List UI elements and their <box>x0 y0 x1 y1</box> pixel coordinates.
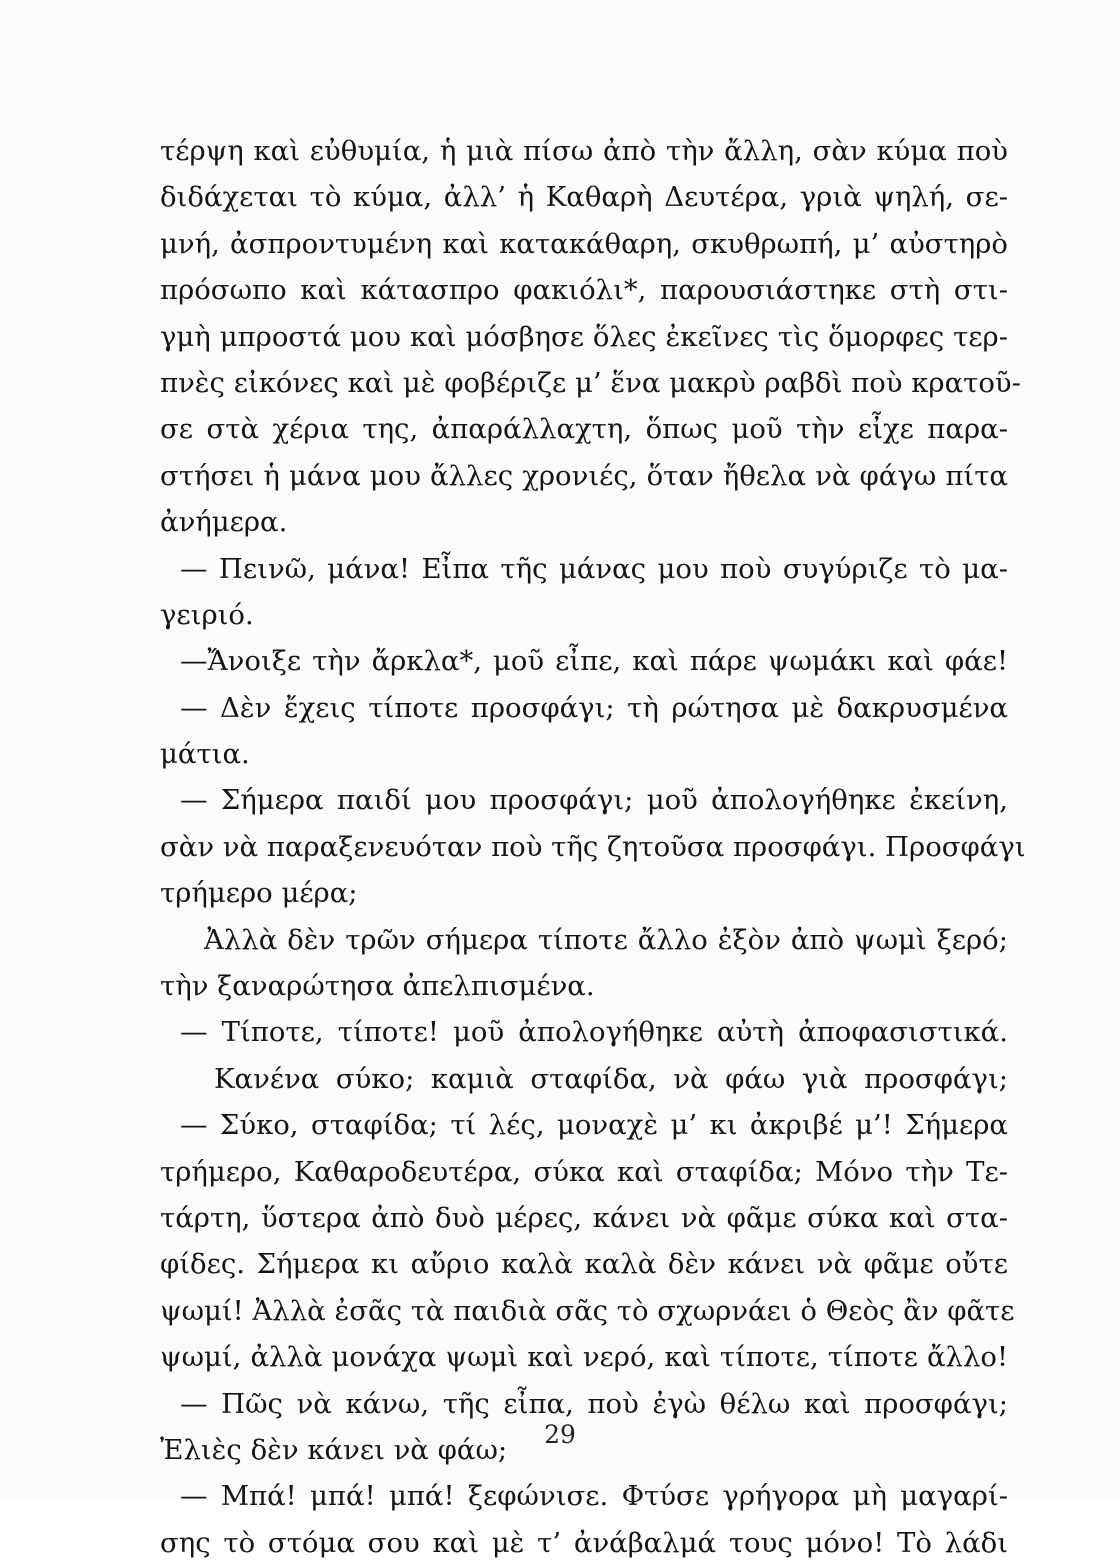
text-line: τρήμερο μέρα; <box>160 877 358 910</box>
page-number: 29 <box>544 1420 576 1449</box>
text-line: σὰν νὰ παραξενευόταν ποὺ τῆς ζητοῦσα προσφάγι. Προσφάγι <box>160 830 1026 863</box>
text-line: — Πῶς νὰ κάνω, τῆς εἶπα, ποὺ ἐγὼ θέλω καὶ προσφάγι; <box>180 1387 1008 1420</box>
text-line: — Δὲν ἔχεις τίποτε προσφάγι; τὴ ρώτησα μὲ δακρυσμένα <box>180 691 1008 724</box>
text-line: γμὴ μπροστά μου καὶ μόσβησε ὅλες ἐκεῖνες τὶς ὅμορφες τερ- <box>160 320 1008 353</box>
text-line: πρόσωπο καὶ κάτασπρο φακιόλι*, παρουσιάστηκε στὴ στι- <box>160 274 1008 307</box>
text-line: τρήμερο, Καθαροδευτέρα, σύκα καὶ σταφίδα; Μόνο τὴν Τε- <box>160 1155 1008 1188</box>
text-line: — Πεινῶ, μάνα! Εἶπα τῆς μάνας μου ποὺ συγύριζε τὸ μα- <box>180 552 1008 585</box>
text-line: μάτια. <box>160 738 250 771</box>
text-line: ἀνήμερα. <box>160 506 288 539</box>
text-line: μνή, ἀσπροντυμένη καὶ κατακάθαρη, σκυθρωπή, μ’ αὐστηρὸ <box>160 227 1008 260</box>
text-line: πνὲς εἰκόνες καὶ μὲ φοβέριζε μ’ ἕνα μακρὺ ραβδὶ ποὺ κρατοῦ- <box>160 366 1021 399</box>
text-line: σε στὰ χέρια της, ἀπαράλλαχτη, ὅπως μοῦ τὴν εἶχε παρα- <box>160 413 1008 446</box>
text-line: σης τὸ στόμα σου καὶ μὲ τ’ ἀνάβαλμά τους μόνο! Τὸ λάδι <box>160 1526 1008 1559</box>
text-line: ψωμί! Ἀλλὰ ἐσᾶς τὰ παιδιὰ σᾶς τὸ σχωρνάει ὁ Θεὸς ἂν φᾶτε <box>160 1294 1015 1327</box>
text-line: στήσει ἡ μάνα μου ἄλλες χρονιές, ὅταν ἤθελα νὰ φάγω πίτα <box>160 459 1008 492</box>
text-line: διδάχεται τὸ κύμα, ἀλλ’ ἡ Καθαρὴ Δευτέρα, γριὰ ψηλή, σε- <box>160 181 1008 214</box>
text-line: — Τίποτε, τίποτε! μοῦ ἀπολογήθηκε αὐτὴ ἀποφασιστικά. <box>180 1016 1008 1049</box>
text-line: —Ἄνοιξε τὴν ἄρκλα*, μοῦ εἶπε, καὶ πάρε ψωμάκι καὶ φάε! <box>180 645 1008 678</box>
text-line: τέρψη καὶ εὐθυμία, ἡ μιὰ πίσω ἀπὸ τὴν ἄλλη, σὰν κύμα ποὺ <box>160 135 1008 167</box>
text-line: Ἀλλὰ δὲν τρῶν σήμερα τίποτε ἄλλο ἐξὸν ἀπὸ ψωμὶ ξερό; <box>204 923 1008 956</box>
text-line: — Μπά! μπά! μπά! ξεφώνισε. Φτύσε γρήγορα μὴ μαγαρί- <box>180 1480 1008 1513</box>
text-line: Ἐλιὲς δὲν κάνει νὰ φάω; <box>160 1433 508 1466</box>
text-line: — Σήμερα παιδί μου προσφάγι; μοῦ ἀπολογήθηκε ἐκείνη, <box>180 784 1008 817</box>
text-line: — Σύκο, σταφίδα; τί λές, μοναχὲ μ’ κι ἀκριβέ μ’! Σήμερα <box>180 1109 1008 1142</box>
text-line: ψωμί, ἀλλὰ μονάχα ψωμὶ καὶ νερό, καὶ τίποτε, τίποτε ἄλλο! <box>160 1341 1008 1374</box>
text-line: γειριό. <box>160 598 254 631</box>
text-line: Κανένα σύκο; καμιὰ σταφίδα, νὰ φάω γιὰ προσφάγι; <box>214 1062 1008 1095</box>
text-line: τὴν ξαναρώτησα ἀπελπισμένα. <box>160 970 595 1003</box>
text-line: τάρτη, ὕστερα ἀπὸ δυὸ μέρες, κάνει νὰ φᾶμε σύκα καὶ στα- <box>160 1201 1008 1234</box>
text-line: φίδες. Σήμερα κι αὔριο καλὰ καλὰ δὲν κάνει νὰ φᾶμε οὔτε <box>160 1248 1008 1281</box>
page-text <box>160 128 1026 1566</box>
